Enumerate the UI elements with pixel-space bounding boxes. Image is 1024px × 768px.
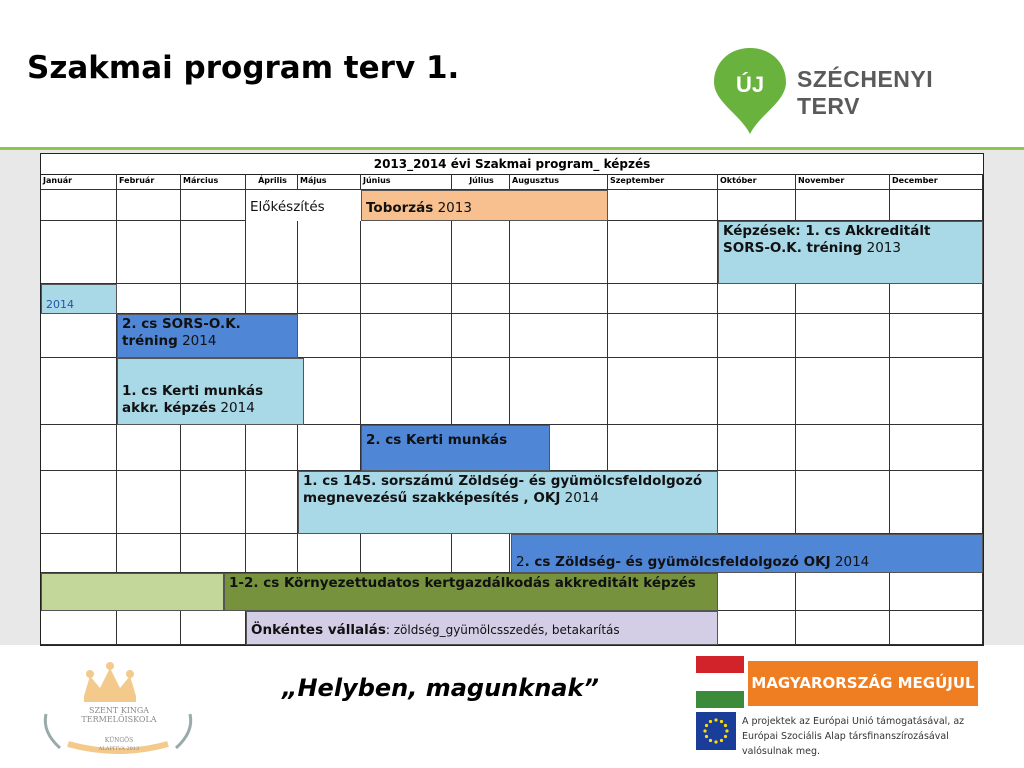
- training-sors-2-bar-text: 2. cs SORS-O.K. tréning: [122, 316, 241, 349]
- grid-cell: [41, 314, 117, 358]
- grid-cell: [890, 425, 983, 471]
- grid-cell: [890, 358, 983, 425]
- grid-cell: [890, 284, 983, 314]
- month-header: December: [890, 174, 983, 190]
- grid-cell: [608, 190, 718, 221]
- grid-cell: [718, 190, 796, 221]
- kornyezettudatos-bar-text: 1-2. cs Környezettudatos kertgazdálkodás akkreditált képzés: [229, 575, 696, 591]
- grid-cell: [181, 425, 246, 471]
- grid-cell: [452, 534, 510, 573]
- zoldseg-okj-1-bar-text: 2014: [564, 490, 599, 506]
- training-sors-2-bar-text: 2014: [182, 333, 217, 349]
- recruitment-bar-text: Toborzás: [366, 200, 434, 216]
- grid-cell: [452, 221, 510, 284]
- grid-cell: [796, 190, 890, 221]
- grid-cell: [718, 611, 796, 645]
- eu-text: A projektek az Európai Unió támogatásával, az Európai Szociális Alap társfinanszírozásával valósulnak meg.: [742, 716, 965, 757]
- grid-cell: [41, 358, 117, 425]
- grid-cell: [181, 611, 246, 645]
- grid-cell: [890, 314, 983, 358]
- grid-cell: [890, 190, 983, 221]
- szent-kinga-logo: [38, 658, 198, 758]
- table-title: 2013_2014 évi Szakmai program_ képzés: [41, 154, 983, 175]
- zoldseg-okj-2-bar-text: 2: [516, 554, 525, 570]
- grid-cell: [246, 425, 298, 471]
- grid-cell: [510, 284, 608, 314]
- grid-cell: [117, 221, 181, 284]
- preparation-cell: [246, 190, 361, 221]
- month-header: Január: [41, 174, 117, 190]
- grid-cell: [718, 314, 796, 358]
- grid-cell: [796, 284, 890, 314]
- slogan: „Helyben, magunknak”: [282, 674, 599, 702]
- brand-text: SZÉCHENYI TERV: [797, 66, 934, 119]
- grid-cell: [181, 221, 246, 284]
- grid-cell: [246, 221, 298, 284]
- grid-cell: [361, 358, 452, 425]
- grid-cell: [796, 314, 890, 358]
- grid-cell: [41, 611, 117, 645]
- month-header: November: [796, 174, 890, 190]
- onkentes-bar-text: : zöldség_gyümölcsszedés, betakarítás: [385, 623, 620, 637]
- grid-cell: [117, 534, 181, 573]
- month-header: Március: [181, 174, 246, 190]
- grid-cell: [361, 314, 452, 358]
- school-name: [74, 706, 164, 754]
- grid-cell: [298, 284, 361, 314]
- grid-cell: [117, 284, 181, 314]
- zoldseg-okj-2-bar: [511, 534, 983, 573]
- grid-cell: [298, 534, 361, 573]
- kornyezettudatos-bar: [224, 573, 718, 611]
- grid-cell: [246, 534, 298, 573]
- grid-cell: [608, 425, 718, 471]
- grid-cell: [718, 425, 796, 471]
- map-pin-icon: [710, 44, 790, 136]
- onkentes-bar-text: Önkéntes vállalás: [251, 622, 386, 638]
- grid-cell: [246, 284, 298, 314]
- grid-cell: [298, 358, 361, 425]
- grid-cell: [41, 425, 117, 471]
- training-sors-1-bar-text: Képzések: 1. cs Akkreditált SORS-O.K. tréning: [723, 223, 931, 256]
- grid-cell: [890, 611, 983, 645]
- grid-cell: [298, 314, 361, 358]
- school-place: KÜNGÖS: [104, 737, 134, 744]
- grid-cell: [181, 190, 246, 221]
- grid-cell: [890, 573, 983, 611]
- grid-cell: [510, 358, 608, 425]
- grid-cell: [718, 471, 796, 534]
- recruitment-bar-text: 2013: [437, 200, 472, 216]
- year-2014-label-text: 2014: [46, 298, 74, 311]
- grid-cell: [718, 358, 796, 425]
- grid-cell: [452, 314, 510, 358]
- grid-cell: [452, 284, 510, 314]
- hungarian-flag-icon: [696, 656, 744, 708]
- grid-cell: [890, 471, 983, 534]
- school-name-text: SZENT KINGA TERMELŐISKOLA: [81, 706, 157, 724]
- month-header: Augusztus: [510, 174, 608, 190]
- grid-cell: [608, 358, 718, 425]
- grid-cell: [796, 611, 890, 645]
- page-title: Szakmai program terv 1.: [27, 50, 460, 86]
- kerti-munkas-1-bar-text: 1. cs Kerti munkás akkr. képzés: [122, 383, 264, 416]
- grid-cell: [718, 573, 796, 611]
- mm-banner: MAGYARORSZÁG MEGÚJUL: [748, 661, 978, 706]
- grid-cell: [41, 534, 117, 573]
- grid-cell: [796, 573, 890, 611]
- grid-cell: [452, 358, 510, 425]
- year-2014-label: [41, 284, 117, 314]
- training-sors-1-bar-text: 2013: [866, 240, 901, 256]
- training-sors-1-bar: [718, 221, 983, 284]
- grid-cell: [117, 190, 181, 221]
- grid-cell: [41, 221, 117, 284]
- month-header: Február: [117, 174, 181, 190]
- grid-cell: [117, 425, 181, 471]
- grid-cell: [117, 611, 181, 645]
- magyarorszag-megujul-logo: [696, 656, 978, 708]
- month-header: Július: [452, 174, 510, 190]
- kerti-munkas-2-bar: [361, 425, 550, 471]
- grid-cell: [608, 314, 718, 358]
- green-fill-cell: [41, 573, 224, 611]
- grid-cell: [796, 471, 890, 534]
- month-header: Június: [361, 174, 452, 190]
- grid-cell: [41, 471, 117, 534]
- grid-cell: [718, 284, 796, 314]
- kerti-munkas-1-bar-text: 2014: [220, 400, 255, 416]
- grid-cell: [41, 190, 117, 221]
- onkentes-bar: [246, 611, 718, 645]
- grid-cell: [510, 314, 608, 358]
- grid-cell: [796, 358, 890, 425]
- grid-cell: [361, 221, 452, 284]
- kerti-munkas-1-bar: [117, 358, 304, 425]
- school-year: ALAPÍTVA 2013: [98, 746, 140, 752]
- zoldseg-okj-1-bar-text: 1. cs 145. sorszámú Zöldség- és gyümölcsfeldolgozó megnevezésű szakképesítés , OKJ: [303, 473, 703, 506]
- grid-cell: [608, 284, 718, 314]
- grid-cell: [608, 221, 718, 284]
- month-header: Október: [718, 174, 796, 190]
- grid-cell: [796, 425, 890, 471]
- grid-cell: [181, 284, 246, 314]
- training-sors-2-bar: [117, 314, 298, 358]
- grid-cell: [361, 284, 452, 314]
- grid-cell: [246, 471, 298, 534]
- kerti-munkas-2-bar-text: 2. cs Kerti munkás: [366, 432, 508, 448]
- grid-cell: [298, 221, 361, 284]
- preparation-cell-text: Előkészítés: [250, 199, 325, 215]
- grid-cell: [361, 534, 452, 573]
- zoldseg-okj-2-bar-text: . cs Zöldség- és gyümölcsfeldolgozó OKJ: [524, 554, 831, 570]
- zoldseg-okj-1-bar: [298, 471, 718, 534]
- brand-prefix: ÚJ: [735, 72, 765, 97]
- grid-cell: [298, 425, 361, 471]
- grid-cell: [181, 471, 246, 534]
- month-header: Április: [246, 174, 298, 190]
- program-table: [40, 153, 984, 646]
- eu-flag-icon: [696, 712, 736, 750]
- month-header: Szeptember: [608, 174, 718, 190]
- zoldseg-okj-2-bar-text: 2014: [834, 554, 870, 570]
- eu-notice: [696, 712, 986, 757]
- month-header: Május: [298, 174, 361, 190]
- szechenyi-terv-logo: [700, 40, 990, 135]
- grid-cell: [181, 534, 246, 573]
- grid-cell: [117, 471, 181, 534]
- recruitment-bar: [361, 190, 608, 221]
- grid-cell: [510, 221, 608, 284]
